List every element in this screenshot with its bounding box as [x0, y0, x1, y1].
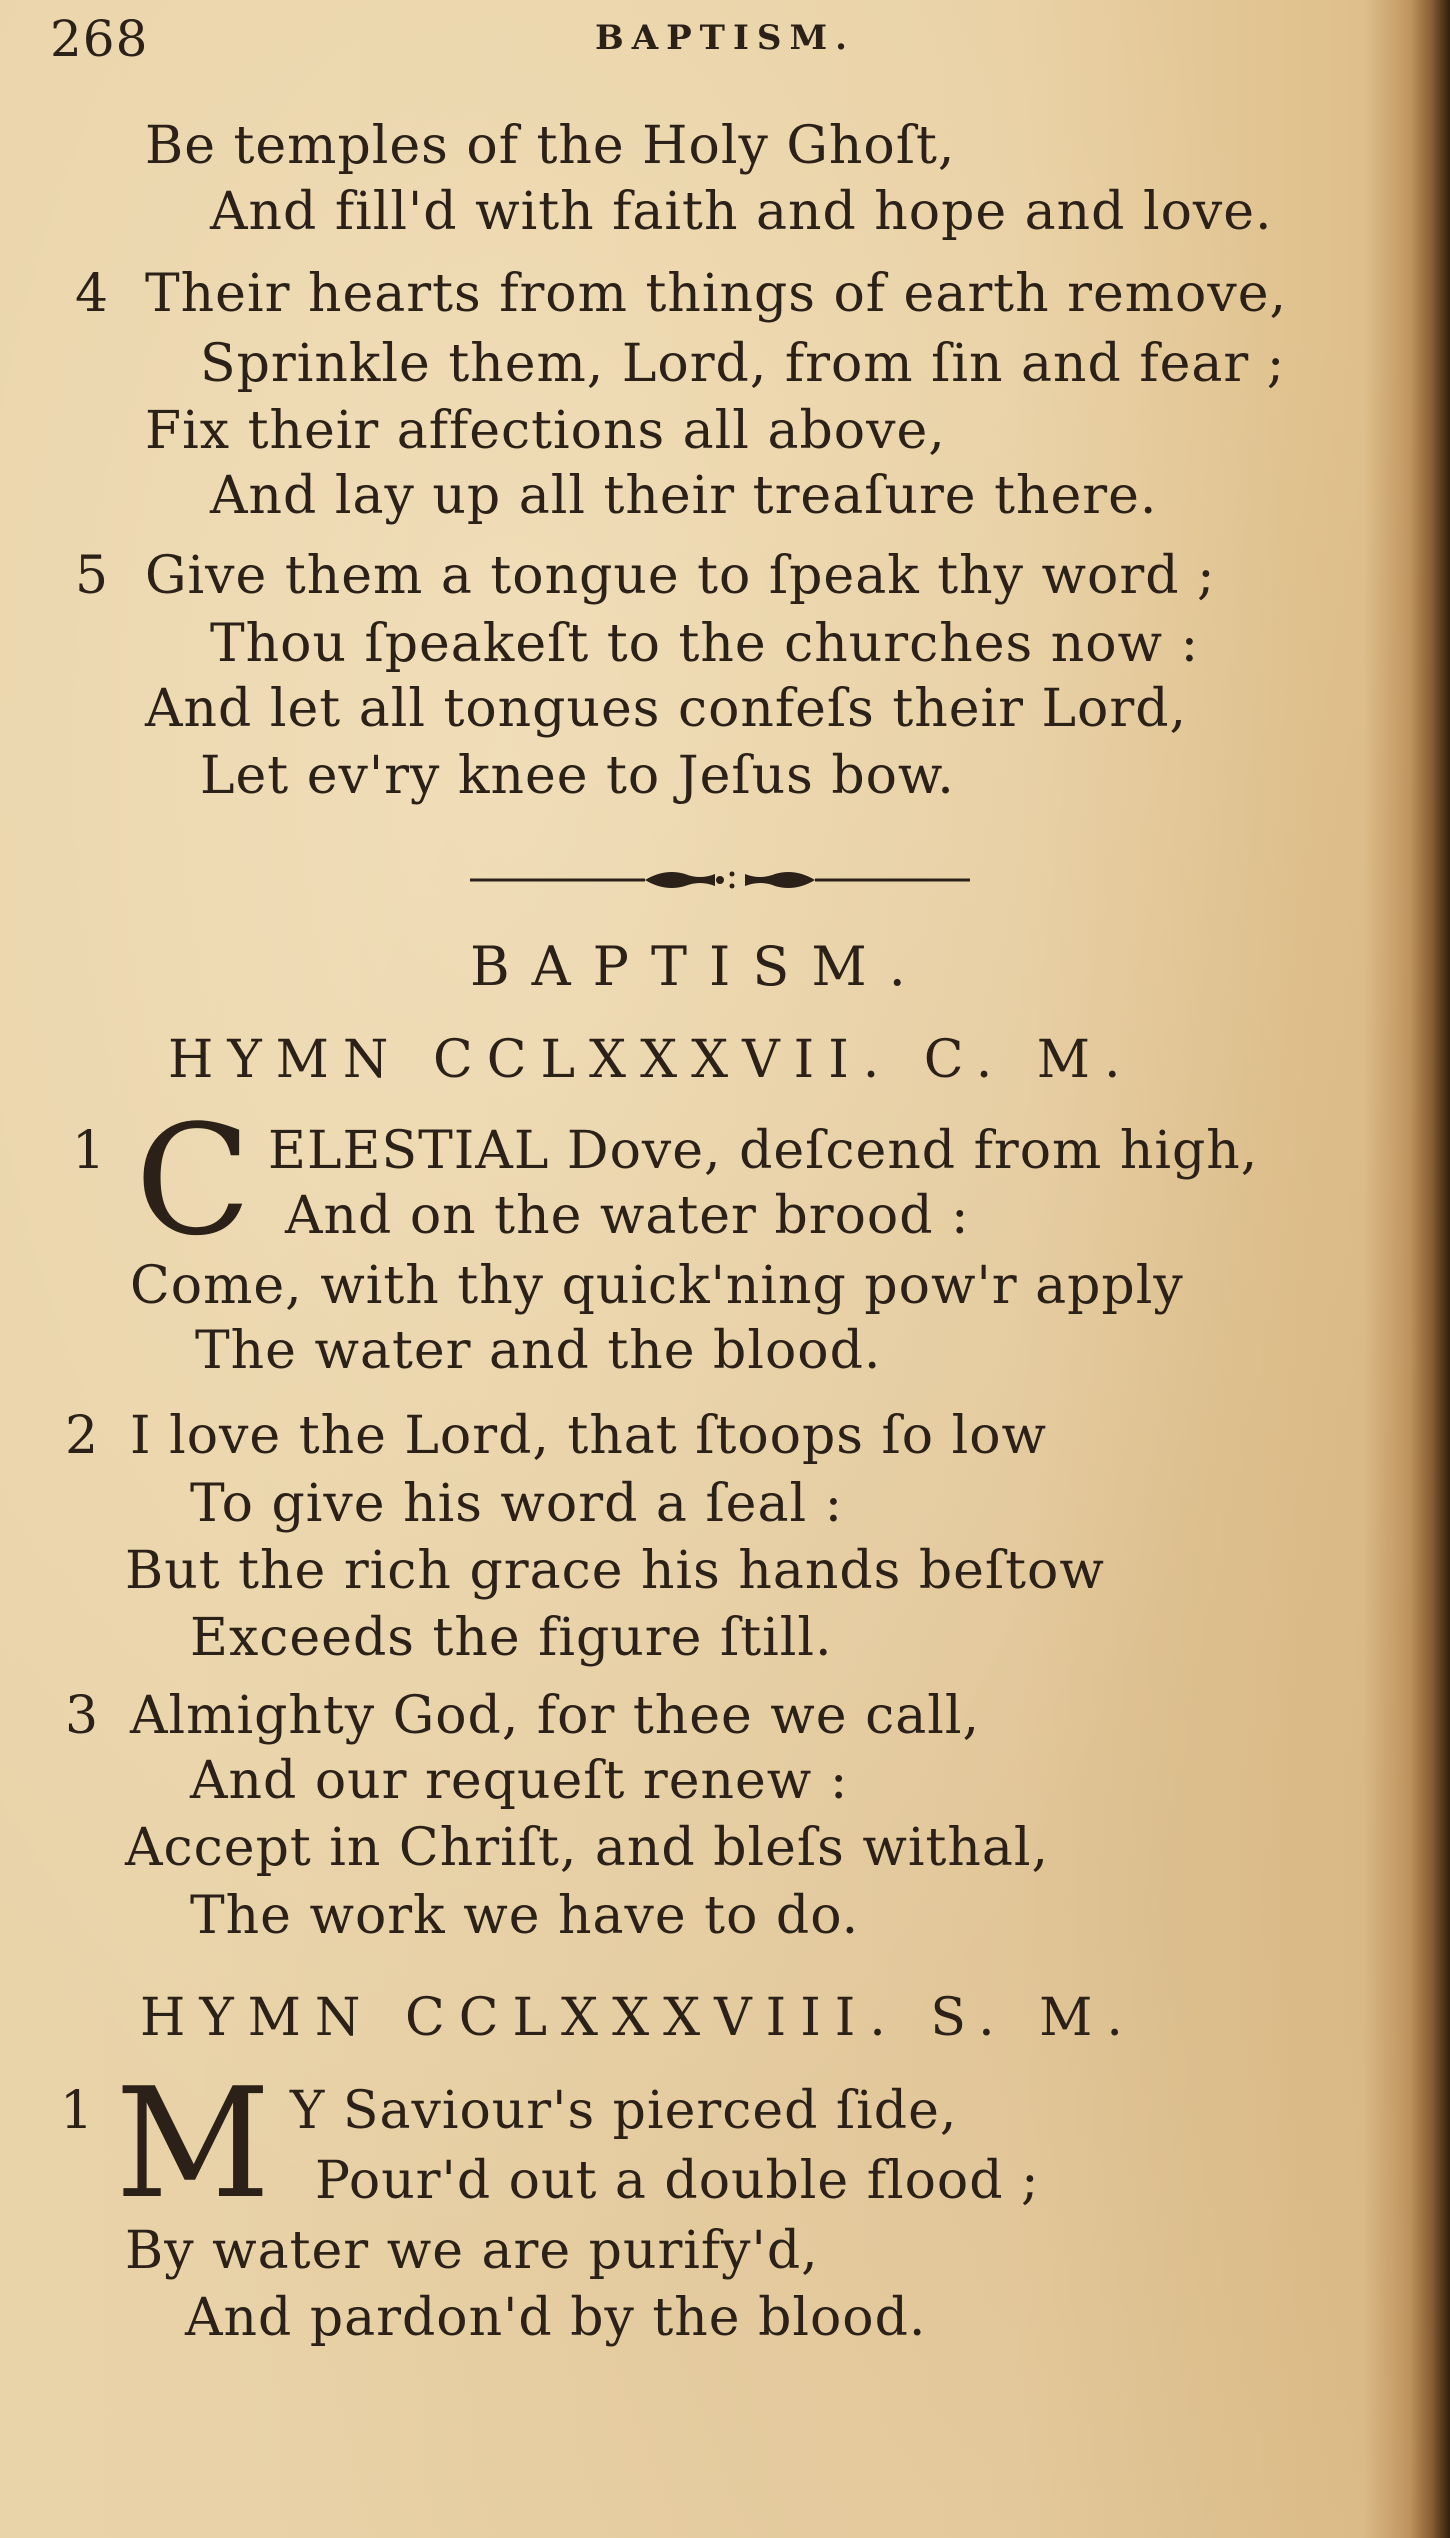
verse-line: Fix their affections all above, — [145, 401, 946, 461]
verse-line: Let ev'ry knee to Jeſus bow. — [200, 746, 955, 806]
verse-line: Their hearts from things of earth remove, — [145, 264, 1288, 324]
verse-line: To give his word a ſeal : — [190, 1474, 844, 1534]
verse-line: Y Saviour's pierced ſide, — [290, 2081, 958, 2141]
running-head: BAPTISM. — [595, 18, 855, 58]
verse-line: Pour'd out a double flood ; — [315, 2151, 1040, 2211]
stanza-number: 3 — [65, 1686, 99, 1746]
drop-cap: C — [135, 1092, 252, 1269]
drop-cap: M — [115, 2055, 271, 2232]
verse-line: By water we are purify'd, — [125, 2221, 819, 2281]
verse-line: And on the water brood : — [285, 1186, 970, 1246]
page-gutter-shadow — [1410, 0, 1450, 2538]
verse-line: But the rich grace his hands beſtow — [125, 1541, 1105, 1601]
verse-line: And let all tongues confeſs their Lord, — [145, 679, 1188, 739]
verse-line: And fill'd with faith and hope and love. — [210, 182, 1273, 242]
verse-line: Accept in Chriſt, and bleſs withal, — [125, 1818, 1050, 1878]
hymn-title: HYMN CCLXXXVIII. S. M. — [140, 1988, 1137, 2048]
stanza-number: 2 — [65, 1406, 99, 1466]
verse-line: And lay up all their treaſure there. — [210, 466, 1158, 526]
verse-line: The work we have to do. — [190, 1886, 860, 1946]
verse-line: Almighty God, for thee we call, — [130, 1686, 981, 1746]
page-header — [50, 10, 1350, 70]
stanza-number: 4 — [75, 264, 109, 324]
verse-line: ELESTIAL Dove, deſcend from high, — [268, 1121, 1259, 1181]
verse-line: Sprinkle them, Lord, from ſin and fear ; — [200, 334, 1286, 394]
verse-line: And our requeſt renew : — [190, 1751, 849, 1811]
verse-line: Come, with thy quick'ning pow'r apply — [130, 1256, 1184, 1316]
hymn-title: HYMN CCLXXXVII. C. M. — [168, 1030, 1135, 1090]
verse-line: Give them a tongue to ſpeak thy word ; — [145, 546, 1216, 606]
verse-line: Exceeds the figure ſtill. — [190, 1608, 833, 1668]
verse-line: Be temples of the Holy Ghoſt, — [145, 116, 956, 176]
verse-line: The water and the blood. — [195, 1321, 882, 1381]
page-number: 268 — [50, 10, 149, 68]
verse-line: Thou ſpeakeſt to the churches now : — [210, 614, 1200, 674]
stanza-number: 1 — [72, 1121, 106, 1181]
stanza-number: 5 — [75, 546, 109, 606]
verse-line: And pardon'd by the blood. — [185, 2288, 927, 2348]
section-title: BAPTISM. — [470, 935, 928, 998]
verse-line: I love the Lord, that ſtoops ſo low — [130, 1406, 1048, 1466]
stanza-number: 1 — [60, 2081, 94, 2141]
ornament-divider-icon — [470, 860, 970, 900]
